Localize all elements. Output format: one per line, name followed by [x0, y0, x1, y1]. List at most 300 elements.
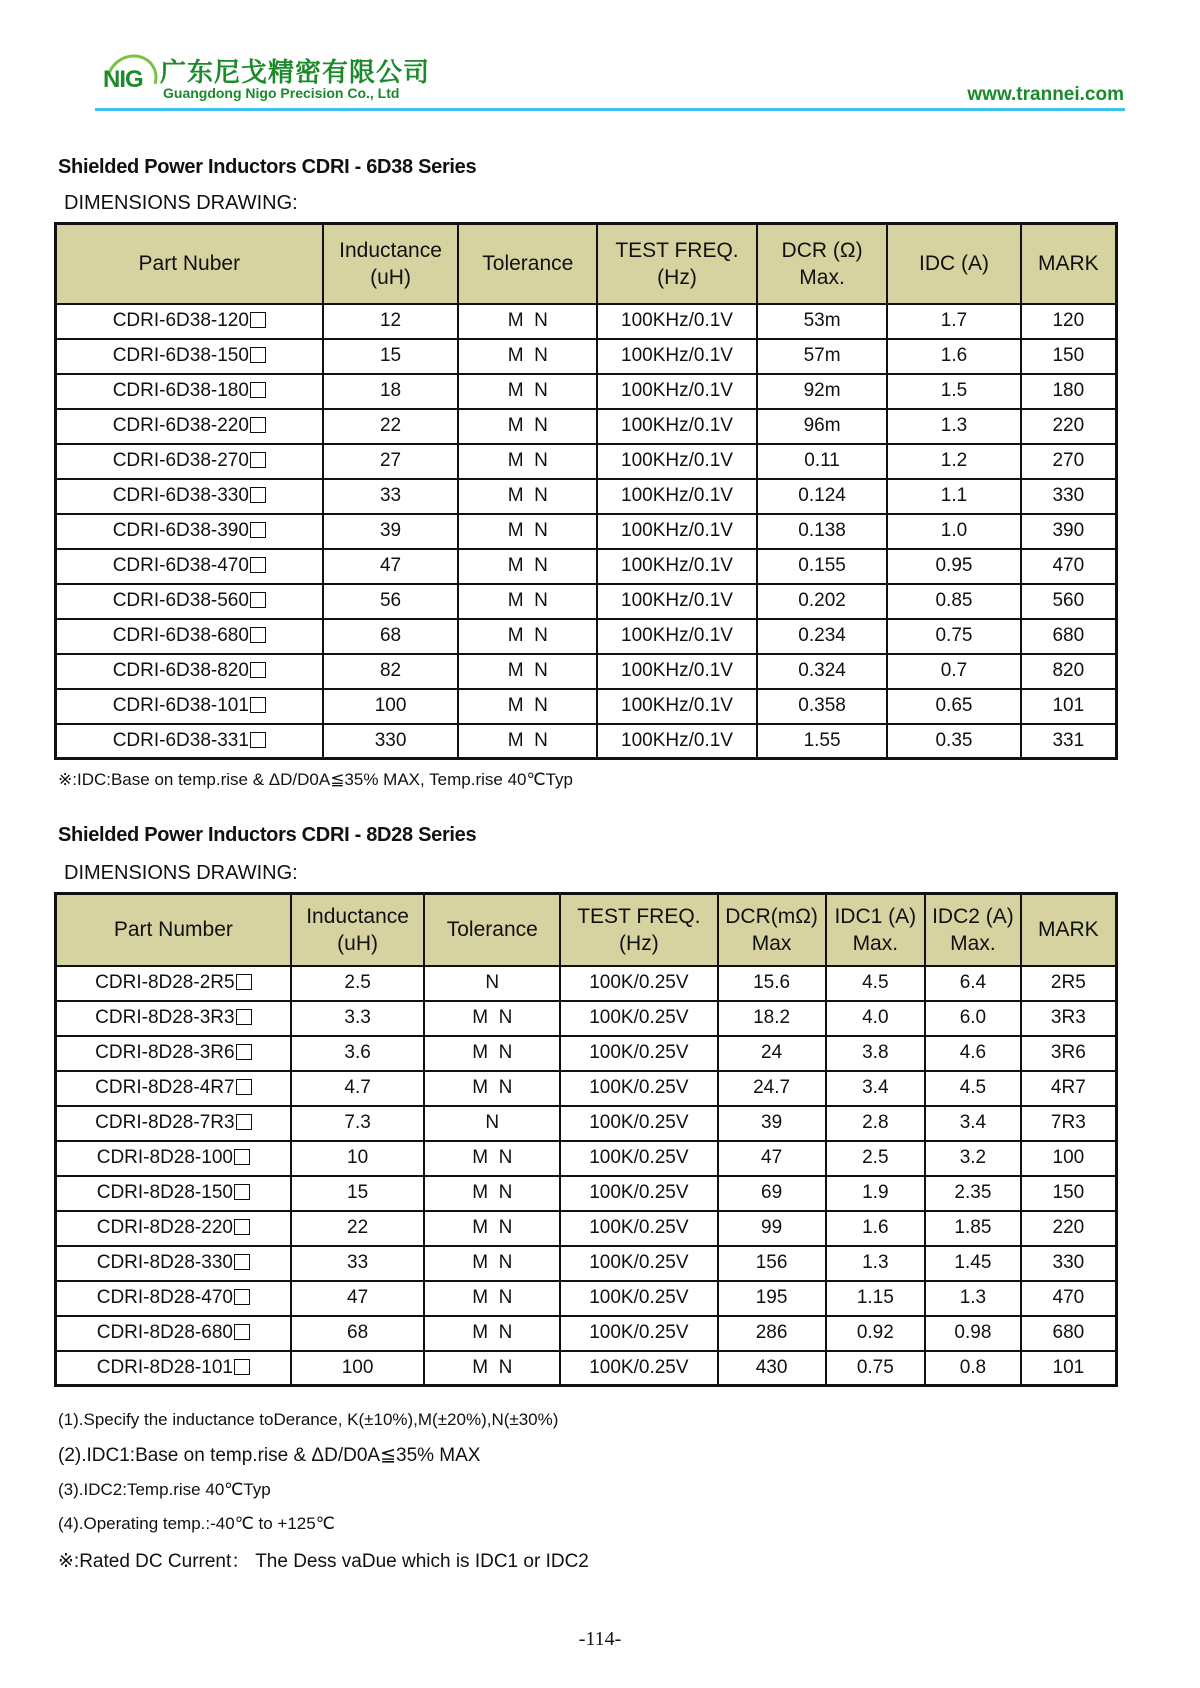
cell-value: 560 — [1052, 590, 1085, 611]
table-cell — [458, 549, 597, 584]
website-link[interactable]: www.trannei.com — [967, 84, 1124, 105]
table-cell — [597, 584, 757, 619]
table-cell — [56, 479, 323, 514]
cell-value: 4.5 — [959, 1077, 987, 1098]
table-cell — [597, 514, 757, 549]
cell-value: 3.6 — [344, 1042, 371, 1063]
section2-note-5: ※:Rated DC Current： The Dess vaDue which is IDC1 or IDC2 — [58, 1551, 589, 1572]
table-cell — [424, 1281, 560, 1316]
table-cell — [757, 374, 887, 409]
table-row — [56, 724, 1117, 759]
cell-value: 1.3 — [940, 415, 968, 436]
table-row — [56, 1036, 1117, 1071]
cell-value: M N — [472, 1007, 513, 1028]
cell-value: 1.7 — [940, 310, 968, 331]
table-cell — [560, 1351, 718, 1386]
cell-value: 100 — [374, 695, 407, 716]
table-cell — [458, 444, 597, 479]
table-row — [56, 966, 1117, 1001]
cell-value: 680 — [1052, 625, 1085, 646]
cell-value: 0.324 — [798, 660, 846, 681]
cell-value: 4R7 — [1050, 1077, 1086, 1098]
cell-value: 100K/0.25V — [589, 1042, 689, 1063]
cell-value: 180 — [1052, 380, 1085, 401]
table-cell — [925, 1316, 1021, 1351]
column-header — [291, 894, 425, 966]
column-header-line: (uH) — [337, 931, 379, 955]
cell-value: CDRI-8D28-4R7 — [95, 1077, 235, 1098]
table-cell — [458, 514, 597, 549]
cell-value: 4.5 — [862, 972, 889, 993]
table-cell — [887, 689, 1020, 724]
cell-value: 53m — [803, 310, 841, 331]
table-cell — [718, 1281, 826, 1316]
table-cell — [597, 444, 757, 479]
table-cell — [757, 444, 887, 479]
cell-value: 47 — [379, 555, 402, 576]
cell-value: 1.3 — [959, 1287, 987, 1308]
table-cell — [826, 966, 926, 1001]
table-cell — [718, 1071, 826, 1106]
cell-value: 820 — [1052, 660, 1085, 681]
cell-value: 2.5 — [344, 972, 371, 993]
table-cell — [925, 1036, 1021, 1071]
cell-value: CDRI-6D38-820 — [112, 660, 249, 681]
table-cell — [826, 1316, 926, 1351]
cell-value: 195 — [755, 1287, 788, 1308]
table-cell — [560, 966, 718, 1001]
column-header-line: (Hz) — [619, 931, 659, 955]
table-cell — [560, 1176, 718, 1211]
table-cell — [323, 724, 459, 759]
section2-note-2: (2).IDC1:Base on temp.rise & ΔD/D0A≦35% MAX — [58, 1445, 481, 1466]
table-cell — [291, 1281, 425, 1316]
cell-value: 100K/0.25V — [589, 1287, 689, 1308]
table-cell — [560, 1001, 718, 1036]
table-cell — [1021, 1071, 1117, 1106]
table-cell — [887, 409, 1020, 444]
header-divider — [95, 108, 1125, 111]
column-header — [718, 894, 826, 966]
column-header-line: Inductance — [339, 238, 442, 262]
cell-value: 470 — [1052, 1287, 1085, 1308]
table-cell — [291, 1141, 425, 1176]
table-cell — [718, 1211, 826, 1246]
table-cell — [1021, 689, 1117, 724]
cell-value: 39 — [379, 520, 402, 541]
cell-value: 470 — [1052, 555, 1085, 576]
cell-value: 330 — [374, 729, 407, 751]
cell-value: N — [485, 1112, 500, 1133]
table-cell — [757, 409, 887, 444]
table-cell — [1021, 304, 1117, 339]
column-header — [1021, 224, 1117, 304]
cell-value: 82 — [379, 660, 402, 681]
table-cell — [323, 409, 459, 444]
table-cell — [424, 1071, 560, 1106]
table-cell — [458, 409, 597, 444]
table-row — [56, 339, 1117, 374]
cell-value: CDRI-8D28-330 — [96, 1252, 233, 1273]
cell-value: M N — [507, 590, 548, 611]
column-header-line: MARK — [1037, 252, 1099, 276]
column-header-line: IDC (A) — [918, 252, 989, 276]
table-cell — [56, 654, 323, 689]
table-cell — [757, 339, 887, 374]
cell-value: 331 — [1052, 729, 1085, 751]
cell-value: CDRI-6D38-330 — [112, 485, 249, 506]
table-cell — [1021, 619, 1117, 654]
table-cell — [757, 619, 887, 654]
tolerance-code-box-icon — [250, 417, 266, 433]
page-header — [0, 0, 1200, 120]
table-cell — [323, 339, 459, 374]
table-cell — [1021, 1176, 1117, 1211]
table-cell — [56, 1281, 291, 1316]
column-header — [887, 224, 1020, 304]
table-cell — [718, 1246, 826, 1281]
table-cell — [1021, 514, 1117, 549]
cell-value: 6.0 — [959, 1007, 987, 1028]
cell-value: 100K/0.25V — [589, 1322, 689, 1343]
cell-value: CDRI-8D28-470 — [96, 1287, 233, 1308]
table-row — [56, 374, 1117, 409]
table-cell — [56, 966, 291, 1001]
cell-value: M N — [472, 1252, 513, 1273]
table-cell — [1021, 1141, 1117, 1176]
table-cell — [597, 549, 757, 584]
cell-value: 24.7 — [753, 1077, 791, 1098]
section1-note: ※:IDC:Base on temp.rise & ΔD/D0A≦35% MAX, Temp.rise 40℃Typ — [58, 770, 573, 789]
column-header — [56, 894, 291, 966]
cell-value: 1.45 — [954, 1252, 992, 1273]
table-cell — [718, 1176, 826, 1211]
cell-value: 0.202 — [798, 590, 846, 611]
cell-value: N — [485, 972, 500, 993]
section2-subtitle: DIMENSIONS DRAWING: — [64, 862, 298, 884]
table-row — [56, 1106, 1117, 1141]
cell-value: CDRI-6D38-560 — [112, 590, 249, 611]
cell-value: 6.4 — [959, 972, 987, 993]
table-cell — [597, 374, 757, 409]
table-cell — [424, 1141, 560, 1176]
tolerance-code-box-icon — [250, 522, 266, 538]
table-cell — [291, 1316, 425, 1351]
cell-value: 0.8 — [959, 1356, 987, 1378]
table-cell — [757, 549, 887, 584]
tolerance-code-box-icon — [234, 1149, 250, 1165]
tolerance-code-box-icon — [234, 1324, 250, 1340]
cell-value: 56 — [379, 590, 402, 611]
table-row — [56, 689, 1117, 724]
table-cell — [718, 1106, 826, 1141]
cell-value: 330 — [1052, 485, 1085, 506]
table-cell — [291, 1036, 425, 1071]
table-row — [56, 549, 1117, 584]
table-cell — [560, 1141, 718, 1176]
table-cell — [925, 1176, 1021, 1211]
table-cell — [56, 619, 323, 654]
table-cell — [323, 549, 459, 584]
column-header-line: Max — [751, 931, 792, 955]
table-cell — [458, 374, 597, 409]
table-header-row — [56, 894, 1117, 966]
table-row — [56, 584, 1117, 619]
table-cell — [1021, 409, 1117, 444]
cell-value: 24 — [761, 1042, 783, 1063]
table-cell — [458, 689, 597, 724]
table-cell — [718, 1141, 826, 1176]
table-cell — [560, 1281, 718, 1316]
table-cell — [826, 1106, 926, 1141]
table-cell — [1021, 1211, 1117, 1246]
company-name-english: Guangdong Nigo Precision Co., Ltd — [163, 85, 400, 101]
cell-value: 100KHz/0.1V — [621, 485, 733, 506]
table-row — [56, 1351, 1117, 1386]
table-cell — [718, 1351, 826, 1386]
table-cell — [757, 584, 887, 619]
cell-value: 430 — [755, 1356, 788, 1378]
cell-value: 100K/0.25V — [589, 1356, 689, 1378]
table-cell — [323, 479, 459, 514]
tolerance-code-box-icon — [234, 1359, 250, 1375]
cell-value: 100KHz/0.1V — [621, 415, 733, 436]
cell-value: M N — [507, 415, 548, 436]
table-cell — [56, 1351, 291, 1386]
cell-value: CDRI-8D28-101 — [96, 1356, 233, 1378]
cell-value: CDRI-6D38-270 — [112, 450, 249, 471]
table-row — [56, 1316, 1117, 1351]
cell-value: 2.8 — [862, 1112, 889, 1133]
table-cell — [291, 1211, 425, 1246]
cell-value: 4.7 — [344, 1077, 371, 1098]
table-row — [56, 1141, 1117, 1176]
table-cell — [56, 339, 323, 374]
column-header — [323, 224, 459, 304]
table-row — [56, 409, 1117, 444]
table-cell — [56, 304, 323, 339]
table-cell — [826, 1351, 926, 1386]
table-cell — [826, 1071, 926, 1106]
table-cell — [323, 584, 459, 619]
table-row — [56, 1071, 1117, 1106]
table-cell — [56, 689, 323, 724]
cell-value: M N — [472, 1322, 513, 1343]
table-cell — [424, 1106, 560, 1141]
table-cell — [424, 1211, 560, 1246]
table-cell — [560, 1211, 718, 1246]
column-header-line: Max. — [852, 931, 899, 955]
cell-value: CDRI-8D28-220 — [96, 1217, 233, 1238]
cell-value: CDRI-6D38-470 — [112, 555, 249, 576]
cell-value: 100KHz/0.1V — [621, 695, 733, 716]
section2-note-4: (4).Operating temp.:-40℃ to +125℃ — [58, 1514, 335, 1533]
table-cell — [925, 1141, 1021, 1176]
tolerance-code-box-icon — [250, 557, 266, 573]
cell-value: 18.2 — [753, 1007, 791, 1028]
cell-value: 15 — [347, 1182, 369, 1203]
cell-value: 0.92 — [856, 1322, 894, 1343]
table-cell — [323, 619, 459, 654]
cell-value: 0.155 — [798, 555, 846, 576]
table-cell — [56, 1001, 291, 1036]
cell-value: 100K/0.25V — [589, 972, 689, 993]
cell-value: 7R3 — [1050, 1112, 1086, 1133]
table-cell — [291, 1001, 425, 1036]
column-header — [757, 224, 887, 304]
cell-value: 150 — [1052, 1182, 1085, 1203]
table-cell — [323, 514, 459, 549]
table-cell — [56, 1071, 291, 1106]
tolerance-code-box-icon — [250, 662, 266, 678]
table-cell — [1021, 1281, 1117, 1316]
table-cell — [597, 409, 757, 444]
cell-value: M N — [507, 380, 548, 401]
cell-value: 22 — [347, 1217, 369, 1238]
column-header-line: (uH) — [370, 265, 411, 289]
cell-value: M N — [472, 1356, 513, 1378]
table-cell — [424, 966, 560, 1001]
table-cell — [56, 1141, 291, 1176]
column-header-line: TEST FREQ. — [577, 904, 701, 928]
table-cell — [56, 514, 323, 549]
table-cell — [757, 479, 887, 514]
cell-value: M N — [507, 485, 548, 506]
table-cell — [887, 339, 1020, 374]
table-cell — [291, 1176, 425, 1211]
cell-value: 0.85 — [935, 590, 973, 611]
cell-value: M N — [507, 345, 548, 366]
cell-value: 100KHz/0.1V — [621, 450, 733, 471]
column-header — [56, 224, 323, 304]
cell-value: 0.75 — [935, 625, 973, 646]
cell-value: 100KHz/0.1V — [621, 380, 733, 401]
cell-value: CDRI-6D38-150 — [112, 345, 249, 366]
cell-value: 120 — [1052, 310, 1085, 331]
cell-value: 3R3 — [1050, 1007, 1086, 1028]
cell-value: 1.55 — [803, 729, 841, 751]
cell-value: 3.4 — [959, 1112, 987, 1133]
table-cell — [757, 724, 887, 759]
table-cell — [1021, 444, 1117, 479]
cell-value: 0.7 — [940, 660, 968, 681]
cell-value: 27 — [379, 450, 402, 471]
spec-table-8d28 — [54, 892, 1118, 1387]
cell-value: 0.124 — [798, 485, 846, 506]
table-cell — [597, 724, 757, 759]
table-cell — [56, 1246, 291, 1281]
table-cell — [597, 479, 757, 514]
table-cell — [560, 1036, 718, 1071]
cell-value: 100K/0.25V — [589, 1077, 689, 1098]
table-cell — [424, 1176, 560, 1211]
table-cell — [424, 1001, 560, 1036]
table-cell — [323, 689, 459, 724]
cell-value: 0.11 — [804, 450, 840, 471]
table-cell — [757, 689, 887, 724]
table-cell — [424, 1246, 560, 1281]
cell-value: 100 — [341, 1356, 374, 1378]
table-cell — [826, 1211, 926, 1246]
table-cell — [887, 654, 1020, 689]
cell-value: M N — [507, 555, 548, 576]
tolerance-code-box-icon — [236, 1079, 252, 1095]
cell-value: 12 — [379, 310, 402, 331]
cell-value: 1.5 — [940, 380, 968, 401]
cell-value: M N — [507, 695, 548, 716]
cell-value: 3.8 — [862, 1042, 889, 1063]
cell-value: 100KHz/0.1V — [621, 729, 733, 751]
cell-value: 1.85 — [954, 1217, 992, 1238]
table-cell — [323, 304, 459, 339]
cell-value: 330 — [1052, 1252, 1085, 1273]
table-cell — [925, 966, 1021, 1001]
tolerance-code-box-icon — [236, 974, 252, 990]
table-row — [56, 1211, 1117, 1246]
cell-value: CDRI-6D38-120 — [112, 310, 249, 331]
column-header-line: Part Number — [113, 918, 233, 942]
cell-value: 47 — [347, 1287, 369, 1308]
table-cell — [56, 584, 323, 619]
table-cell — [826, 1246, 926, 1281]
section2-title: Shielded Power Inductors CDRI - 8D28 Series — [58, 824, 477, 846]
cell-value: 3.2 — [959, 1147, 987, 1168]
table-cell — [1021, 1036, 1117, 1071]
table-cell — [1021, 374, 1117, 409]
tolerance-code-box-icon — [250, 452, 266, 468]
table-cell — [56, 1176, 291, 1211]
table-cell — [56, 1036, 291, 1071]
tolerance-code-box-icon — [250, 732, 266, 748]
cell-value: CDRI-8D28-3R3 — [95, 1007, 235, 1028]
section1-subtitle: DIMENSIONS DRAWING: — [64, 192, 298, 214]
cell-value: 68 — [379, 625, 402, 646]
column-header-line: DCR(mΩ) — [725, 904, 818, 928]
cell-value: M N — [472, 1147, 513, 1168]
table-cell — [323, 444, 459, 479]
table-cell — [458, 724, 597, 759]
cell-value: 101 — [1052, 1356, 1085, 1378]
cell-value: 1.3 — [862, 1252, 889, 1273]
cell-value: 156 — [755, 1252, 788, 1273]
cell-value: 3R6 — [1050, 1042, 1086, 1063]
cell-value: CDRI-8D28-150 — [96, 1182, 233, 1203]
table-cell — [718, 966, 826, 1001]
cell-value: 390 — [1052, 520, 1085, 541]
cell-value: 0.95 — [935, 555, 973, 576]
cell-value: 220 — [1052, 415, 1085, 436]
column-header — [925, 894, 1021, 966]
column-header-line: MARK — [1038, 918, 1099, 942]
cell-value: M N — [472, 1182, 513, 1203]
cell-value: CDRI-6D38-101 — [112, 695, 249, 716]
cell-value: 100K/0.25V — [589, 1217, 689, 1238]
table-cell — [323, 374, 459, 409]
table-row — [56, 1176, 1117, 1211]
column-header — [1021, 894, 1117, 966]
cell-value: 100K/0.25V — [589, 1182, 689, 1203]
table-cell — [458, 479, 597, 514]
tolerance-code-box-icon — [236, 1044, 252, 1060]
table-cell — [925, 1106, 1021, 1141]
column-header-line: (Hz) — [657, 265, 697, 289]
section2-note-1: (1).Specify the inductance toDerance, K(±10%),M(±20%),N(±30%) — [58, 1410, 559, 1429]
table-cell — [424, 1316, 560, 1351]
cell-value: CDRI-8D28-2R5 — [95, 972, 235, 993]
cell-value: 150 — [1052, 345, 1085, 366]
table-cell — [597, 339, 757, 374]
tolerance-code-box-icon — [236, 1009, 252, 1025]
